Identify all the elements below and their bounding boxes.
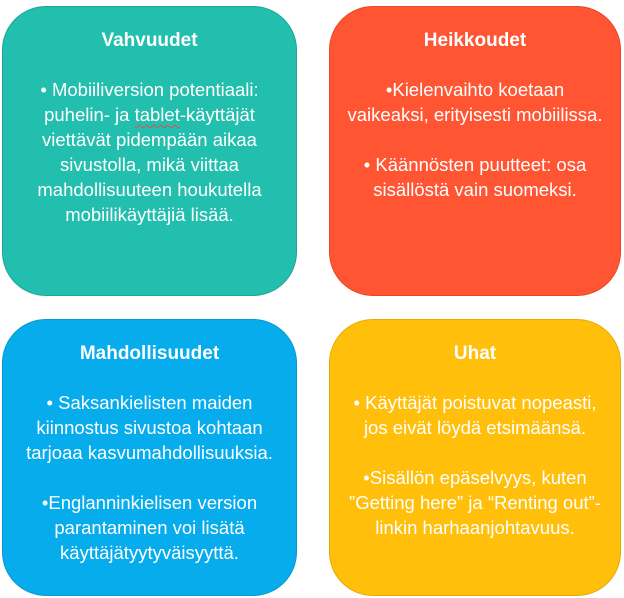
opportunities-box: [2, 319, 297, 596]
opportunities-item: • Saksankielisten maiden kiinnostus sivustoa kohtaan tarjoaa kasvumahdollisuuksia.: [26, 392, 273, 463]
threats-item: •Sisällön epäselvyys, kuten ”Getting here” ja “Renting out”-linkin harhaanjohtavuus.: [349, 467, 601, 538]
strengths-item-text-end: -käyttäjät viettävät pidempään aikaa sivustolla, mikä viittaa mahdollisuuteen houkutella mobiilikäyttäjiä lisää.: [37, 104, 262, 225]
opportunities-item: •Englanninkielisen version parantaminen voi lisätä käyttäjätyytyväisyyttä.: [41, 492, 258, 563]
strengths-item: [17, 77, 282, 227]
threats-box: [329, 319, 621, 596]
strengths-title: Vahvuudet: [101, 30, 198, 51]
spellcheck-flagged-word: tablet: [134, 104, 180, 125]
strengths-item-text-start: • Mobiiliversion potentiaali: puhelin- ja: [40, 79, 259, 125]
threats-title: Uhat: [453, 343, 497, 364]
weaknesses-item: • Käännösten puutteet: osa sisällöstä vain suomeksi.: [363, 154, 587, 200]
opportunities-title: Mahdollisuudet: [79, 343, 220, 364]
threats-item: • Käyttäjät poistuvat nopeasti, jos eivät löydä etsimäänsä.: [353, 392, 597, 438]
strengths-box: [2, 6, 297, 296]
weaknesses-title: Heikkoudet: [423, 30, 527, 51]
weaknesses-item: •Kielenvaihto koetaan vaikeaksi, erityisesti mobiilissa.: [347, 79, 603, 125]
weaknesses-box: [329, 6, 621, 296]
